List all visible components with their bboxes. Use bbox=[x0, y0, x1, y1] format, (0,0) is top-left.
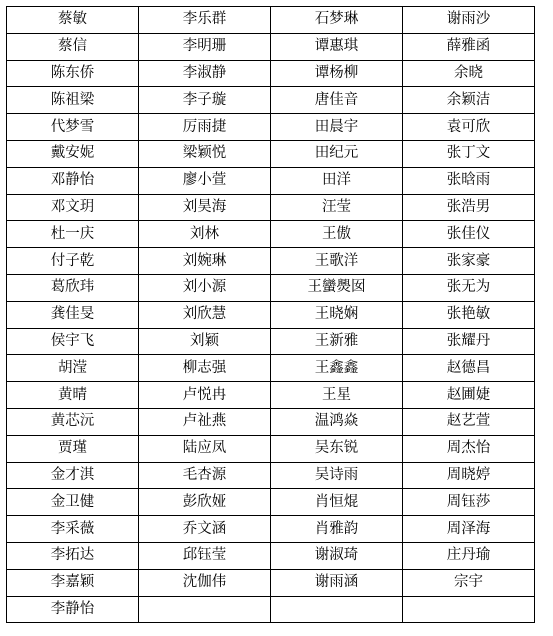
table-row bbox=[7, 462, 535, 489]
name-cell: 李嘉颖 bbox=[7, 569, 139, 596]
name-cell: 李静怡 bbox=[7, 596, 139, 623]
name-cell: 黄芯沅 bbox=[7, 408, 139, 435]
name-cell: 谭杨柳 bbox=[271, 60, 403, 87]
name-cell: 王傲 bbox=[271, 221, 403, 248]
name-cell: 李淑静 bbox=[139, 60, 271, 87]
name-cell: 李明珊 bbox=[139, 33, 271, 60]
name-cell: 刘昊海 bbox=[139, 194, 271, 221]
name-cell: 毛杏源 bbox=[139, 462, 271, 489]
table-row bbox=[7, 355, 535, 382]
name-cell: 余晓 bbox=[403, 60, 535, 87]
name-cell: 卢悦冉 bbox=[139, 382, 271, 409]
name-cell: 张佳仪 bbox=[403, 221, 535, 248]
name-cell: 刘林 bbox=[139, 221, 271, 248]
name-cell: 蔡信 bbox=[7, 33, 139, 60]
name-cell: 周钰莎 bbox=[403, 489, 535, 516]
name-cell: 贾瑾 bbox=[7, 435, 139, 462]
name-cell: 田晨宇 bbox=[271, 114, 403, 141]
name-cell: 赵德昌 bbox=[403, 355, 535, 382]
table-row bbox=[7, 328, 535, 355]
table-row bbox=[7, 140, 535, 167]
name-cell: 邓文玥 bbox=[7, 194, 139, 221]
name-table-body bbox=[7, 7, 535, 623]
name-cell: 卢祉燕 bbox=[139, 408, 271, 435]
name-cell: 庄丹瑜 bbox=[403, 542, 535, 569]
name-cell: 沈伽伟 bbox=[139, 569, 271, 596]
table-row bbox=[7, 87, 535, 114]
table-row bbox=[7, 301, 535, 328]
name-cell: 薛雅函 bbox=[403, 33, 535, 60]
name-cell: 王鑫鑫 bbox=[271, 355, 403, 382]
name-cell: 李拓达 bbox=[7, 542, 139, 569]
name-cell: 周泽海 bbox=[403, 516, 535, 543]
name-cell: 邱钰莹 bbox=[139, 542, 271, 569]
name-cell: 杜一庆 bbox=[7, 221, 139, 248]
name-cell: 田纪元 bbox=[271, 140, 403, 167]
name-cell bbox=[403, 596, 535, 623]
name-cell bbox=[139, 596, 271, 623]
name-cell: 陆应凤 bbox=[139, 435, 271, 462]
name-cell: 陈祖梁 bbox=[7, 87, 139, 114]
name-cell: 邓静怡 bbox=[7, 167, 139, 194]
name-cell: 乔文涵 bbox=[139, 516, 271, 543]
table-row bbox=[7, 274, 535, 301]
name-cell: 侯宇飞 bbox=[7, 328, 139, 355]
name-cell: 付子乾 bbox=[7, 248, 139, 275]
table-row bbox=[7, 194, 535, 221]
name-cell: 王晓娴 bbox=[271, 301, 403, 328]
name-cell: 柳志强 bbox=[139, 355, 271, 382]
table-row bbox=[7, 489, 535, 516]
name-cell: 石梦琳 bbox=[271, 7, 403, 34]
table-row bbox=[7, 408, 535, 435]
name-cell: 黄晴 bbox=[7, 382, 139, 409]
name-cell: 蔡敏 bbox=[7, 7, 139, 34]
name-cell: 廖小萱 bbox=[139, 167, 271, 194]
name-cell: 厉雨捷 bbox=[139, 114, 271, 141]
name-cell: 李采薇 bbox=[7, 516, 139, 543]
table-row bbox=[7, 516, 535, 543]
name-cell: 田洋 bbox=[271, 167, 403, 194]
name-table bbox=[6, 6, 535, 623]
name-cell: 张丁文 bbox=[403, 140, 535, 167]
name-cell: 刘颖 bbox=[139, 328, 271, 355]
name-cell: 赵艺萱 bbox=[403, 408, 535, 435]
name-cell: 梁颖悦 bbox=[139, 140, 271, 167]
table-row bbox=[7, 167, 535, 194]
name-cell: 肖恒焜 bbox=[271, 489, 403, 516]
name-cell: 温鸿焱 bbox=[271, 408, 403, 435]
name-cell: 周杰怡 bbox=[403, 435, 535, 462]
name-cell: 王星 bbox=[271, 382, 403, 409]
name-cell: 金卫健 bbox=[7, 489, 139, 516]
name-cell: 陈东侨 bbox=[7, 60, 139, 87]
name-cell: 汪莹 bbox=[271, 194, 403, 221]
name-cell: 李乐群 bbox=[139, 7, 271, 34]
name-cell: 吴诗雨 bbox=[271, 462, 403, 489]
name-cell: 张晗雨 bbox=[403, 167, 535, 194]
name-cell: 唐佳音 bbox=[271, 87, 403, 114]
name-cell: 代梦雪 bbox=[7, 114, 139, 141]
table-row bbox=[7, 60, 535, 87]
name-cell: 葛欣玮 bbox=[7, 274, 139, 301]
name-cell: 谢淑琦 bbox=[271, 542, 403, 569]
name-cell: 肖雅韵 bbox=[271, 516, 403, 543]
name-cell: 赵圃婕 bbox=[403, 382, 535, 409]
name-cell: 刘小源 bbox=[139, 274, 271, 301]
name-cell: 李子璇 bbox=[139, 87, 271, 114]
name-cell: 张家豪 bbox=[403, 248, 535, 275]
name-cell: 张耀丹 bbox=[403, 328, 535, 355]
name-cell: 余颖洁 bbox=[403, 87, 535, 114]
name-cell: 王歌洋 bbox=[271, 248, 403, 275]
name-cell: 王蠻爂囡 bbox=[271, 274, 403, 301]
table-row bbox=[7, 33, 535, 60]
name-cell: 谢雨沙 bbox=[403, 7, 535, 34]
name-cell: 张无为 bbox=[403, 274, 535, 301]
table-row bbox=[7, 435, 535, 462]
name-cell: 刘婉琳 bbox=[139, 248, 271, 275]
name-cell: 宗宇 bbox=[403, 569, 535, 596]
name-cell: 彭欣娅 bbox=[139, 489, 271, 516]
name-cell: 张艳敏 bbox=[403, 301, 535, 328]
name-cell: 王新雅 bbox=[271, 328, 403, 355]
table-row bbox=[7, 7, 535, 34]
name-cell: 张浩男 bbox=[403, 194, 535, 221]
table-row bbox=[7, 569, 535, 596]
table-row bbox=[7, 248, 535, 275]
name-cell: 刘欣慧 bbox=[139, 301, 271, 328]
name-cell: 袁可欣 bbox=[403, 114, 535, 141]
name-cell: 胡滢 bbox=[7, 355, 139, 382]
table-row bbox=[7, 596, 535, 623]
name-cell: 戴安妮 bbox=[7, 140, 139, 167]
name-cell: 周晓婷 bbox=[403, 462, 535, 489]
table-row bbox=[7, 382, 535, 409]
name-cell: 吴东锐 bbox=[271, 435, 403, 462]
table-row bbox=[7, 542, 535, 569]
table-row bbox=[7, 114, 535, 141]
table-row bbox=[7, 221, 535, 248]
name-cell bbox=[271, 596, 403, 623]
name-cell: 金才淇 bbox=[7, 462, 139, 489]
name-cell: 谭惠琪 bbox=[271, 33, 403, 60]
name-cell: 龚佳旻 bbox=[7, 301, 139, 328]
name-cell: 谢雨涵 bbox=[271, 569, 403, 596]
